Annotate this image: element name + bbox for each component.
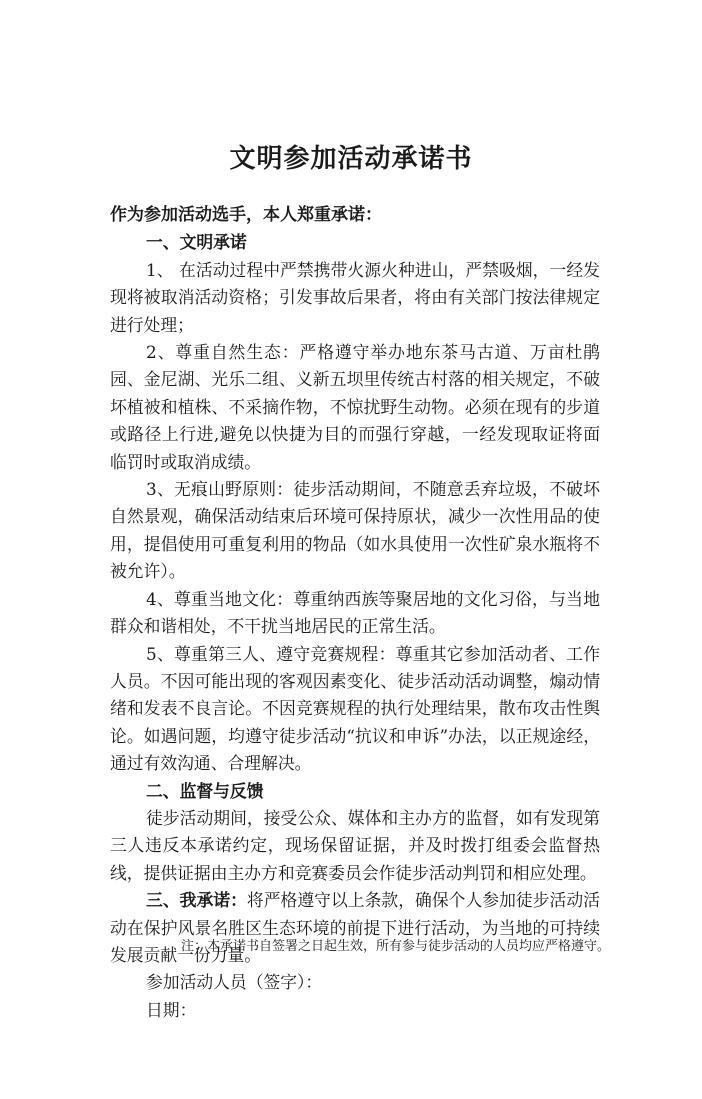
section1-item-4: 4、尊重当地文化：尊重纳西族等聚居地的文化习俗，与当地群众和谐相处，不干扰当地居民的正常生活。 — [110, 588, 600, 637]
date-line: 日期： — [146, 999, 197, 1020]
signature-line: 参加活动人员（签字）： — [146, 972, 323, 993]
section1-item-3: 3、无痕山野原则：徒步活动期间，不随意丢弃垃圾，不破坏自然景观，确保活动结束后环境可保持原状，减少一次性用品的使用，提倡使用可重复利用的物品（如水具使用一次性矿泉水瓶将不被允许）。 — [110, 479, 600, 582]
section1-item-1: 1、 在活动过程中严禁携带火源火种进山，严禁吸烟，一经发现将被取消活动资格；引发事故后果者，将由有关部门按法律规定进行处理； — [110, 259, 600, 335]
section2-heading: 二、监督与反馈 — [146, 780, 264, 801]
section1-item-5: 5、尊重第三人、遵守竞赛规程：尊重其它参加活动者、工作人员。不因可能出现的客观因素变化、徒步活动活动调整，煽动情绪和发表不良言论。不因竞赛规程的执行处理结果，散布攻击性舆论。如遇问题，均遵守徒步活动“抗议和申诉”办法，以正规途经，通过有效沟通、合理解决。 — [110, 643, 600, 774]
document-title: 文明参加活动承诺书 — [229, 144, 473, 174]
intro-paragraph: 作为参加活动选手，本人郑重承诺： — [110, 205, 382, 225]
section1-heading: 一、文明承诺 — [146, 232, 247, 253]
section1-item-2: 2、尊重自然生态：严格遵守举办地东茶马古道、万亩杜鹃园、金尼湖、光乐二组、义新五坝里传统古村落的相关规定，不破坏植被和植株、不采摘作物，不惊扰野生动物。必须在现有的步道或路径上行进,避免以快捷为目的而强行穿越，一经发现取证将面临罚时或取消成绩。 — [110, 342, 600, 472]
document-body — [110, 202, 600, 1024]
footnote: 注：本承诺书自签署之日起生效，所有参与徒步活动的人员均应严格遵守。 — [180, 939, 610, 954]
section3-text: 将严格遵守以上条款，确保个人参加徒步活动活动在保护风景名胜区生态环境的前提下进行活动，为当地的可持续发展贡献一份力量。 — [110, 890, 600, 965]
section3-paragraph — [110, 887, 600, 969]
section3-label: 三、我承诺： — [146, 890, 247, 911]
section2-paragraph: 徒步活动期间，接受公众、媒体和主办方的监督，如有发现第三人违反本承诺约定，现场保留证据，并及时拨打组委会监督热线，提供证据由主办方和竞赛委员会作徒步活动判罚和相应处理。 — [110, 807, 600, 883]
